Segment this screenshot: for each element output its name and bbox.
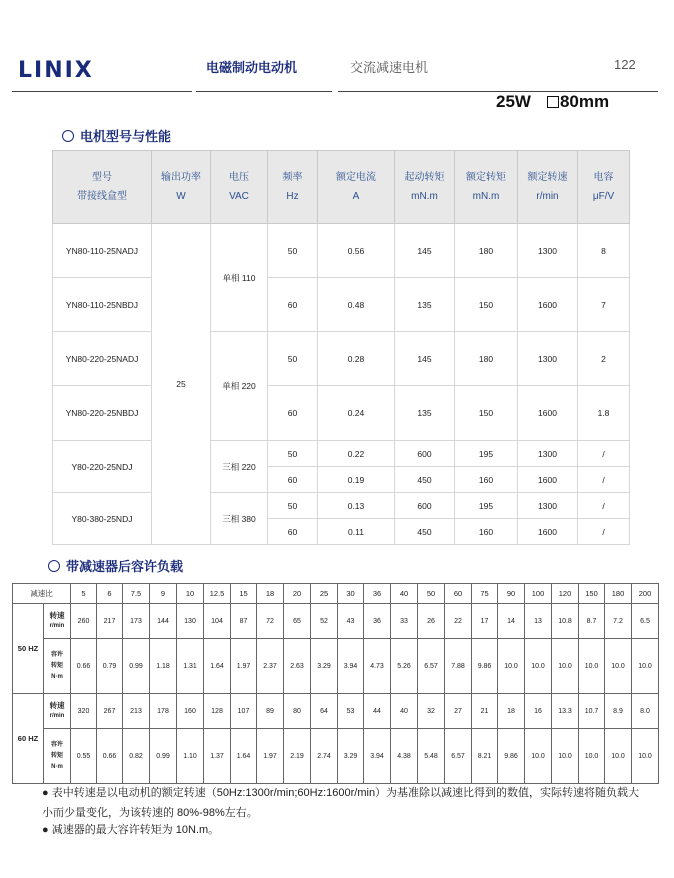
cell: 450 [395, 467, 455, 493]
voltage-cell: 单相 220 [211, 332, 268, 441]
cell: 600 [395, 493, 455, 519]
speed-cell: 43 [338, 604, 364, 639]
speed-cell: 13.3 [552, 694, 579, 729]
speed-cell: 320 [71, 694, 97, 729]
torque-row [13, 729, 659, 784]
speed-cell: 64 [311, 694, 338, 729]
speed-cell: 213 [123, 694, 150, 729]
speed-cell: 217 [97, 604, 123, 639]
header-power: 输出功率 W [152, 151, 211, 224]
speed-row [13, 694, 659, 729]
frame-size-label: 80mm [559, 92, 610, 111]
torque-cell: 0.79 [97, 639, 123, 694]
header-model: 型号 带接线盒型 [53, 151, 152, 224]
header-current: 额定电流 A [318, 151, 395, 224]
cell: 2 [578, 332, 630, 386]
ratio-cell: 12.5 [204, 584, 231, 604]
power-label: 25W [496, 92, 531, 111]
speed-cell: 65 [284, 604, 311, 639]
torque-cell: 1.31 [177, 639, 204, 694]
torque-cell: 7.88 [445, 639, 472, 694]
speed-cell: 173 [123, 604, 150, 639]
torque-cell: 10.0 [579, 729, 605, 784]
ratio-cell: 180 [605, 584, 632, 604]
cell: 0.22 [318, 441, 395, 467]
speed-cell: 52 [311, 604, 338, 639]
cell: 195 [455, 441, 518, 467]
speed-label: 转速 r/min [44, 604, 71, 639]
torque-cell: 10.0 [498, 639, 525, 694]
svg-text:LINIX: LINIX [18, 58, 94, 80]
torque-cell: 2.74 [311, 729, 338, 784]
ratio-cell: 60 [445, 584, 472, 604]
cell: 160 [455, 467, 518, 493]
speed-cell: 33 [391, 604, 418, 639]
voltage-cell: 三相 380 [211, 493, 268, 545]
speed-cell: 32 [418, 694, 445, 729]
speed-cell: 8.9 [605, 694, 632, 729]
cell: 180 [455, 332, 518, 386]
table-row [53, 441, 630, 467]
speed-cell: 107 [231, 694, 257, 729]
cell: 1600 [518, 519, 578, 545]
header-start-torque: 起动转矩 mN.m [395, 151, 455, 224]
cell: / [578, 467, 630, 493]
torque-cell: 0.82 [123, 729, 150, 784]
ratio-cell: 25 [311, 584, 338, 604]
torque-cell: 2.63 [284, 639, 311, 694]
torque-cell: 4.73 [364, 639, 391, 694]
speed-cell: 80 [284, 694, 311, 729]
section-title-motor-spec [62, 126, 171, 145]
torque-cell: 10.0 [525, 639, 552, 694]
table-row [53, 493, 630, 519]
torque-cell: 5.26 [391, 639, 418, 694]
ratio-cell: 150 [579, 584, 605, 604]
cell: 60 [268, 519, 318, 545]
speed-cell: 36 [364, 604, 391, 639]
note-speed: ● 表中转速是以电动机的额定转速（50Hz:1300r/min;60Hz:1600r/min）为基准除以减速比得到的数值，实际转速将随负载大小而少量变化，为该转速的 80%-98%左右。 [42, 787, 640, 819]
speed-cell: 10.7 [579, 694, 605, 729]
cell: 60 [268, 467, 318, 493]
ratio-cell: 120 [552, 584, 579, 604]
table-row [53, 278, 630, 332]
tab-brake-motor[interactable]: 电磁制动电动机 [206, 60, 298, 75]
linix-logo [18, 58, 116, 85]
section-title-load [48, 556, 183, 575]
speed-cell: 160 [177, 694, 204, 729]
speed-cell: 18 [498, 694, 525, 729]
cell: 60 [268, 386, 318, 441]
torque-cell: 10.0 [525, 729, 552, 784]
torque-cell: 3.29 [338, 729, 364, 784]
section-title-text: 电机型号与性能 [80, 129, 172, 144]
cell: 0.56 [318, 224, 395, 278]
ratio-cell: 30 [338, 584, 364, 604]
speed-cell: 104 [204, 604, 231, 639]
torque-cell: 10.0 [605, 729, 632, 784]
speed-cell: 72 [257, 604, 284, 639]
model-cell: YN80-220-25NADJ [53, 332, 152, 386]
ratio-cell: 10 [177, 584, 204, 604]
cell: 50 [268, 224, 318, 278]
torque-cell: 1.10 [177, 729, 204, 784]
cell: 0.13 [318, 493, 395, 519]
torque-cell: 10.0 [552, 639, 579, 694]
torque-cell: 1.37 [204, 729, 231, 784]
speed-cell: 178 [150, 694, 177, 729]
speed-label: 转速 r/min [44, 694, 71, 729]
ratio-cell: 18 [257, 584, 284, 604]
torque-cell: 10.0 [579, 639, 605, 694]
table-row [53, 386, 630, 441]
speed-cell: 53 [338, 694, 364, 729]
torque-cell: 0.99 [150, 729, 177, 784]
torque-cell: 3.94 [364, 729, 391, 784]
load-table [12, 583, 659, 784]
torque-label: 容许 转矩 N·m [44, 729, 71, 784]
speed-cell: 16 [525, 694, 552, 729]
torque-cell: 4.38 [391, 729, 418, 784]
cell: 135 [395, 278, 455, 332]
speed-cell: 8.0 [632, 694, 659, 729]
cell: 1300 [518, 441, 578, 467]
section-title-text: 带减速器后容许负载 [66, 559, 184, 574]
header-rule [12, 91, 192, 92]
ratio-cell: 6 [97, 584, 123, 604]
torque-cell: 5.48 [418, 729, 445, 784]
torque-cell: 2.19 [284, 729, 311, 784]
speed-cell: 6.5 [632, 604, 659, 639]
torque-cell: 8.21 [472, 729, 498, 784]
speed-cell: 21 [472, 694, 498, 729]
voltage-cell: 三相 220 [211, 441, 268, 493]
torque-cell: 9.86 [498, 729, 525, 784]
ratio-row [13, 584, 659, 604]
header-voltage: 电压 VAC [211, 151, 268, 224]
header-rule [196, 91, 332, 92]
speed-cell: 128 [204, 694, 231, 729]
model-cell: Y80-220-25NDJ [53, 441, 152, 493]
speed-cell: 144 [150, 604, 177, 639]
torque-cell: 1.97 [231, 639, 257, 694]
torque-cell: 6.57 [445, 729, 472, 784]
speed-cell: 13 [525, 604, 552, 639]
speed-cell: 130 [177, 604, 204, 639]
cell: 1300 [518, 493, 578, 519]
cell: 50 [268, 441, 318, 467]
torque-cell: 0.99 [123, 639, 150, 694]
cell: / [578, 519, 630, 545]
cell: / [578, 441, 630, 467]
ratio-cell: 90 [498, 584, 525, 604]
cell: 1300 [518, 224, 578, 278]
note-text: 减速器的最大容许转矩为 10N.m。 [51, 824, 220, 836]
cell: 7 [578, 278, 630, 332]
torque-row [13, 639, 659, 694]
ratio-label: 减速比 [13, 584, 71, 604]
torque-label: 容许 转矩 N·m [44, 639, 71, 694]
cell: 600 [395, 441, 455, 467]
cell: 150 [455, 386, 518, 441]
motor-spec-table [52, 150, 630, 545]
ratio-cell: 50 [418, 584, 445, 604]
speed-cell: 7.2 [605, 604, 632, 639]
ratio-cell: 7.5 [123, 584, 150, 604]
cell: 0.19 [318, 467, 395, 493]
speed-cell: 40 [391, 694, 418, 729]
torque-cell: 2.37 [257, 639, 284, 694]
torque-cell: 1.64 [204, 639, 231, 694]
cell: 50 [268, 493, 318, 519]
table-header-row [53, 151, 630, 224]
speed-cell: 44 [364, 694, 391, 729]
cell: 145 [395, 332, 455, 386]
cell: 180 [455, 224, 518, 278]
note-max-torque: ● 减速器的最大容许转矩为 10N.m。 [42, 824, 220, 836]
tab-gear-motor[interactable]: 交流减速电机 [350, 60, 429, 75]
circle-bullet-icon [62, 130, 74, 142]
cell: 195 [455, 493, 518, 519]
speed-row [13, 604, 659, 639]
speed-cell: 8.7 [579, 604, 605, 639]
speed-cell: 89 [257, 694, 284, 729]
cell: 0.11 [318, 519, 395, 545]
frequency-label: 60 HZ [13, 694, 44, 784]
table-row [53, 224, 630, 278]
table-row [53, 332, 630, 386]
speed-cell: 27 [445, 694, 472, 729]
torque-cell: 10.0 [632, 639, 659, 694]
linix-logo-mark [18, 58, 116, 80]
spec-heading [496, 92, 609, 112]
torque-cell: 0.55 [71, 729, 97, 784]
model-cell: YN80-110-25NADJ [53, 224, 152, 278]
torque-cell: 6.57 [418, 639, 445, 694]
cell: / [578, 493, 630, 519]
circle-bullet-icon [48, 560, 60, 572]
torque-cell: 1.64 [231, 729, 257, 784]
cell: 50 [268, 332, 318, 386]
speed-cell: 17 [472, 604, 498, 639]
speed-cell: 267 [97, 694, 123, 729]
cell: 135 [395, 386, 455, 441]
model-cell: Y80-380-25NDJ [53, 493, 152, 545]
ratio-cell: 9 [150, 584, 177, 604]
note-text: 表中转速是以电动机的额定转速（50Hz:1300r/min;60Hz:1600r/min）为基准除以减速比得到的数值，实际转速将随负载大小而少量变化，为该转速的 80%-98%左右。 [42, 787, 640, 819]
cell: 450 [395, 519, 455, 545]
torque-cell: 10.0 [632, 729, 659, 784]
voltage-cell: 单相 110 [211, 224, 268, 332]
ratio-cell: 200 [632, 584, 659, 604]
torque-cell: 0.66 [71, 639, 97, 694]
cell: 0.24 [318, 386, 395, 441]
ratio-cell: 40 [391, 584, 418, 604]
cell: 1600 [518, 278, 578, 332]
ratio-cell: 20 [284, 584, 311, 604]
torque-cell: 3.94 [338, 639, 364, 694]
speed-cell: 87 [231, 604, 257, 639]
header-rated-torque: 额定转矩 mN.m [455, 151, 518, 224]
cell: 60 [268, 278, 318, 332]
cell: 0.48 [318, 278, 395, 332]
ratio-cell: 75 [472, 584, 498, 604]
frequency-label: 50 HZ [13, 604, 44, 694]
page-number: 122 [614, 57, 636, 72]
header-rated-speed: 额定转速 r/min [518, 151, 578, 224]
cell: 1300 [518, 332, 578, 386]
ratio-cell: 36 [364, 584, 391, 604]
torque-cell: 0.66 [97, 729, 123, 784]
torque-cell: 3.29 [311, 639, 338, 694]
torque-cell: 9.86 [472, 639, 498, 694]
torque-cell: 1.18 [150, 639, 177, 694]
cell: 8 [578, 224, 630, 278]
ratio-cell: 5 [71, 584, 97, 604]
cell: 1600 [518, 467, 578, 493]
speed-cell: 22 [445, 604, 472, 639]
speed-cell: 14 [498, 604, 525, 639]
power-cell: 25 [152, 224, 211, 545]
ratio-cell: 100 [525, 584, 552, 604]
speed-cell: 260 [71, 604, 97, 639]
torque-cell: 10.0 [605, 639, 632, 694]
model-cell: YN80-220-25NBDJ [53, 386, 152, 441]
cell: 160 [455, 519, 518, 545]
model-cell: YN80-110-25NBDJ [53, 278, 152, 332]
torque-cell: 1.97 [257, 729, 284, 784]
header-capacitor: 电容 μF/V [578, 151, 630, 224]
cell: 1.8 [578, 386, 630, 441]
cell: 145 [395, 224, 455, 278]
cell: 150 [455, 278, 518, 332]
speed-cell: 26 [418, 604, 445, 639]
header-frequency: 频率 Hz [268, 151, 318, 224]
speed-cell: 10.8 [552, 604, 579, 639]
cell: 1600 [518, 386, 578, 441]
ratio-cell: 15 [231, 584, 257, 604]
torque-cell: 10.0 [552, 729, 579, 784]
square-icon [547, 96, 559, 108]
cell: 0.28 [318, 332, 395, 386]
